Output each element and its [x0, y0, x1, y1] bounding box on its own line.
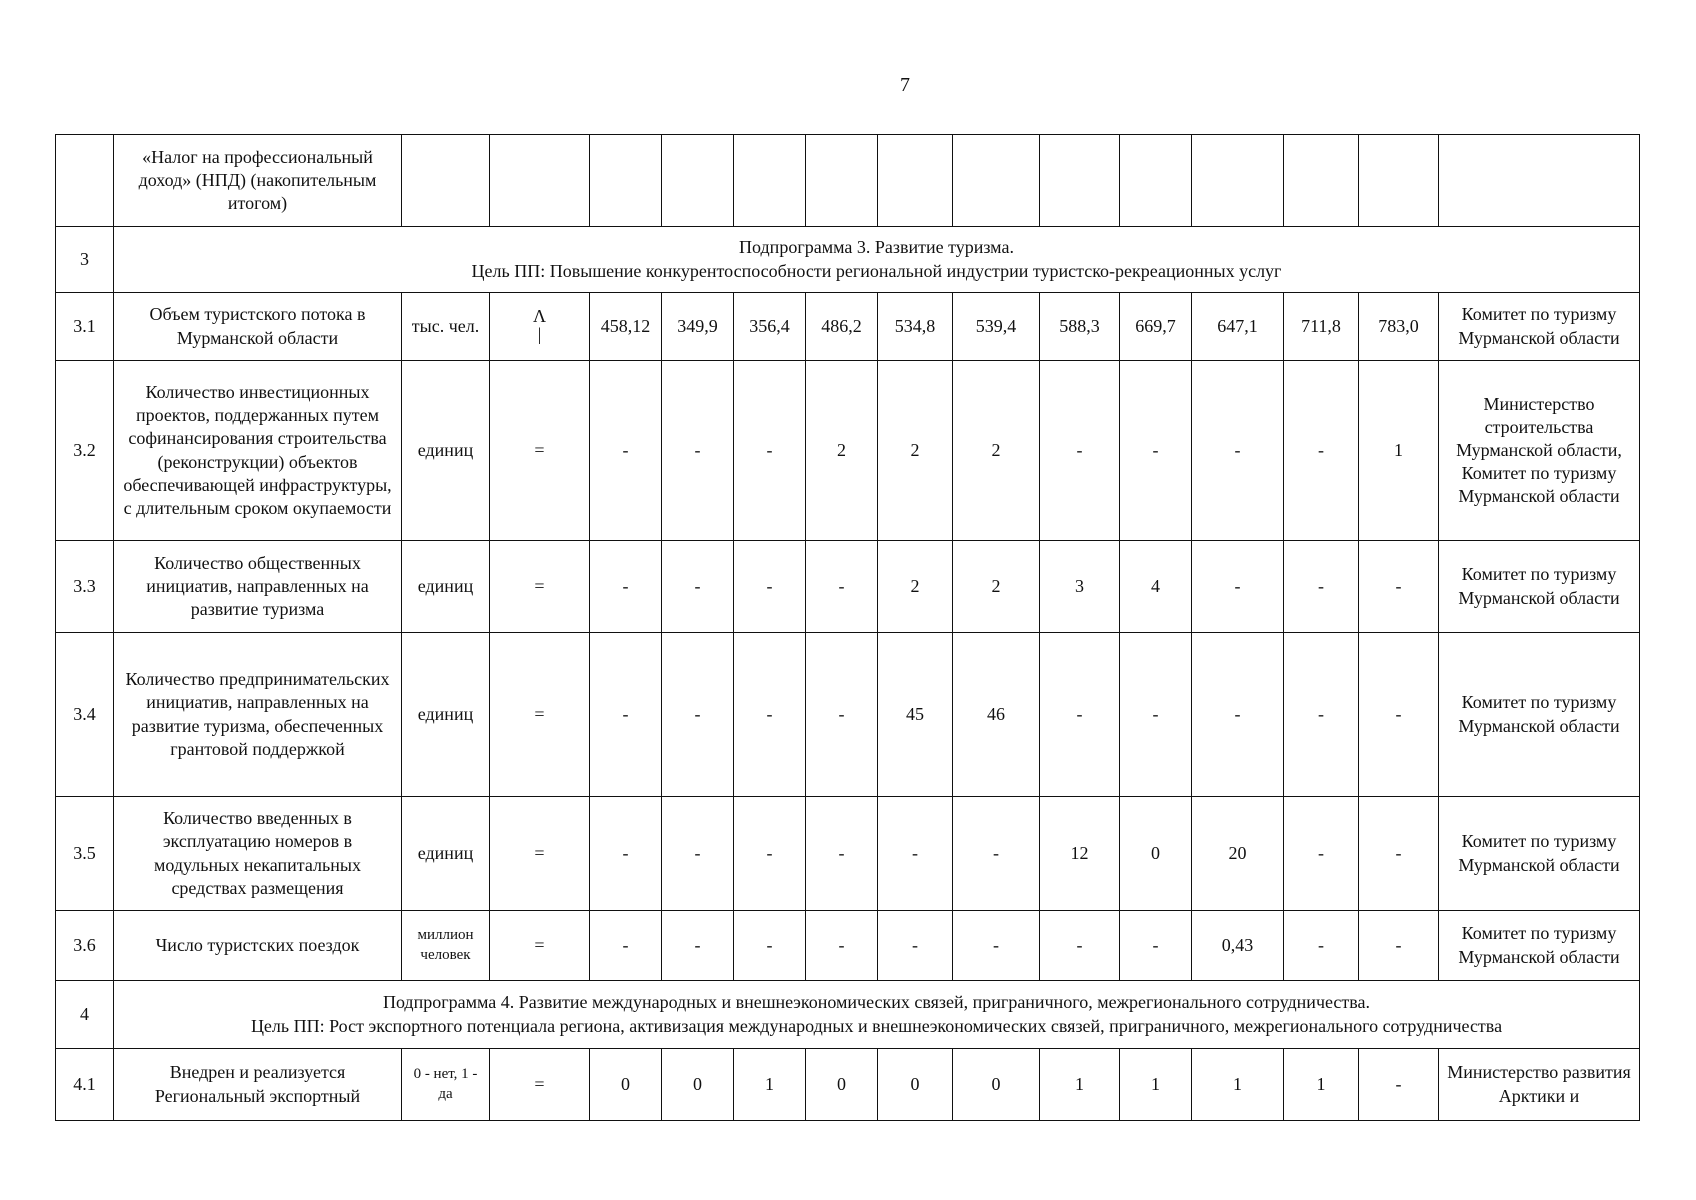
unit-cell: единиц	[402, 361, 490, 541]
direction-bottom: |	[537, 323, 542, 344]
value-cell: -	[662, 633, 734, 797]
section-line: Подпрограмма 3. Развитие туризма.	[739, 237, 1014, 258]
value-cell: -	[1120, 361, 1192, 541]
indicator-name: Число туристских поездок	[114, 911, 402, 981]
direction-cell: =	[490, 541, 590, 633]
value-cell: -	[953, 911, 1040, 981]
direction-top: Λ	[532, 305, 547, 326]
value-cell: 0	[953, 1049, 1040, 1121]
unit-cell: миллион человек	[402, 911, 490, 981]
value-cell: -	[590, 541, 662, 633]
row-number: 3.5	[56, 797, 114, 911]
value-cell: -	[1120, 633, 1192, 797]
value-cell: -	[1040, 361, 1120, 541]
value-cell: 669,7	[1120, 293, 1192, 361]
table-row	[56, 541, 1640, 633]
value-cell: 534,8	[878, 293, 953, 361]
value-cell	[590, 135, 662, 227]
value-cell: 0	[590, 1049, 662, 1121]
value-cell: 539,4	[953, 293, 1040, 361]
indicator-name: Количество общественных инициатив, направленных на развитие туризма	[114, 541, 402, 633]
value-cell: -	[806, 541, 878, 633]
value-cell: 356,4	[734, 293, 806, 361]
unit-cell: тыс. чел.	[402, 293, 490, 361]
value-cell: 45	[878, 633, 953, 797]
responsible-cell: Комитет по туризму Мурманской области	[1439, 541, 1640, 633]
section-line: Цель ПП: Рост экспортного потенциала региона, активизация международных и внешнеэкономических связей, приграничного, межрегионального сотрудничества	[250, 1015, 1503, 1036]
row-number: 3.1	[56, 293, 114, 361]
responsible-cell: Комитет по туризму Мурманской области	[1439, 797, 1640, 911]
responsible-cell: Министерство строительства Мурманской области, Комитет по туризму Мурманской области	[1439, 361, 1640, 541]
row-number: 4.1	[56, 1049, 114, 1121]
value-cell: -	[878, 797, 953, 911]
value-cell: -	[590, 361, 662, 541]
value-cell: -	[1359, 1049, 1439, 1121]
value-cell: -	[878, 911, 953, 981]
direction-symbol	[533, 307, 546, 343]
value-cell: 1	[734, 1049, 806, 1121]
row-number: 3	[56, 227, 114, 293]
section-row	[56, 227, 1640, 293]
value-cell: -	[1040, 633, 1120, 797]
value-cell: 2	[878, 361, 953, 541]
value-cell: -	[1284, 633, 1359, 797]
value-cell: -	[734, 633, 806, 797]
table-row	[56, 1049, 1640, 1121]
value-cell: 2	[878, 541, 953, 633]
direction-cell: =	[490, 633, 590, 797]
value-cell: 46	[953, 633, 1040, 797]
value-cell: -	[1192, 361, 1284, 541]
value-cell: -	[662, 797, 734, 911]
value-cell: -	[734, 797, 806, 911]
value-cell: 588,3	[1040, 293, 1120, 361]
direction-cell	[490, 135, 590, 227]
table-row	[56, 135, 1640, 227]
value-cell: -	[662, 911, 734, 981]
value-cell: -	[662, 541, 734, 633]
value-cell: -	[1120, 911, 1192, 981]
section-title	[114, 981, 1640, 1049]
value-cell: -	[1359, 797, 1439, 911]
value-cell: -	[806, 797, 878, 911]
value-cell: 783,0	[1359, 293, 1439, 361]
unit-cell: единиц	[402, 797, 490, 911]
indicator-name: Количество инвестиционных проектов, поддержанных путем софинансирования строительства (реконструкции) объектов обеспечивающей инфраструктуры, с длительным сроком окупаемости	[114, 361, 402, 541]
value-cell: -	[806, 633, 878, 797]
unit-cell: единиц	[402, 541, 490, 633]
value-cell: -	[1359, 911, 1439, 981]
table-row	[56, 797, 1640, 911]
value-cell: -	[1359, 633, 1439, 797]
row-number: 3.3	[56, 541, 114, 633]
value-cell: 4	[1120, 541, 1192, 633]
value-cell: 0	[878, 1049, 953, 1121]
value-cell: 1	[1040, 1049, 1120, 1121]
value-cell: -	[1040, 911, 1120, 981]
row-number: 3.4	[56, 633, 114, 797]
indicator-name: Объем туристского потока в Мурманской области	[114, 293, 402, 361]
value-cell: 1	[1284, 1049, 1359, 1121]
unit-cell: 0 - нет, 1 - да	[402, 1049, 490, 1121]
value-cell: 0	[662, 1049, 734, 1121]
value-cell: 1	[1120, 1049, 1192, 1121]
value-cell: 711,8	[1284, 293, 1359, 361]
row-number: 4	[56, 981, 114, 1049]
value-cell: 1	[1192, 1049, 1284, 1121]
value-cell: 349,9	[662, 293, 734, 361]
direction-cell: =	[490, 1049, 590, 1121]
direction-cell: =	[490, 797, 590, 911]
table-row	[56, 911, 1640, 981]
value-cell: 2	[953, 361, 1040, 541]
value-cell: -	[590, 633, 662, 797]
unit-cell: единиц	[402, 633, 490, 797]
direction-cell	[490, 293, 590, 361]
value-cell: 2	[806, 361, 878, 541]
value-cell: 0	[806, 1049, 878, 1121]
value-cell: -	[734, 361, 806, 541]
table-row	[56, 633, 1640, 797]
table-row	[56, 361, 1640, 541]
section-title	[114, 227, 1640, 293]
value-cell: 1	[1359, 361, 1439, 541]
value-cell: -	[1192, 633, 1284, 797]
value-cell	[734, 135, 806, 227]
unit-cell	[402, 135, 490, 227]
responsible-cell	[1439, 135, 1640, 227]
direction-cell: =	[490, 361, 590, 541]
value-cell	[662, 135, 734, 227]
row-number: 3.2	[56, 361, 114, 541]
value-cell: 20	[1192, 797, 1284, 911]
value-cell	[806, 135, 878, 227]
value-cell	[878, 135, 953, 227]
value-cell: 12	[1040, 797, 1120, 911]
indicator-name: Количество предпринимательских инициатив, направленных на развитие туризма, обеспеченных грантовой поддержкой	[114, 633, 402, 797]
value-cell	[1192, 135, 1284, 227]
table-row	[56, 293, 1640, 361]
value-cell	[1284, 135, 1359, 227]
value-cell: -	[1284, 361, 1359, 541]
section-row	[56, 981, 1640, 1049]
page-number: 7	[900, 74, 910, 96]
value-cell: -	[662, 361, 734, 541]
value-cell: 0,43	[1192, 911, 1284, 981]
value-cell: 458,12	[590, 293, 662, 361]
value-cell: -	[953, 797, 1040, 911]
row-number: 3.6	[56, 911, 114, 981]
section-line: Подпрограмма 4. Развитие международных и внешнеэкономических связей, приграничного, межрегионального сотрудничества.	[382, 992, 1371, 1013]
indicator-name: «Налог на профессиональный доход» (НПД) (накопительным итогом)	[114, 135, 402, 227]
value-cell: -	[734, 911, 806, 981]
responsible-cell: Комитет по туризму Мурманской области	[1439, 911, 1640, 981]
table-body	[56, 135, 1640, 1121]
responsible-cell: Комитет по туризму Мурманской области	[1439, 293, 1640, 361]
indicators-table	[55, 134, 1640, 1121]
value-cell	[953, 135, 1040, 227]
value-cell: 2	[953, 541, 1040, 633]
value-cell	[1359, 135, 1439, 227]
responsible-cell: Министерство развития Арктики и	[1439, 1049, 1640, 1121]
value-cell: -	[590, 911, 662, 981]
value-cell: -	[734, 541, 806, 633]
value-cell: 486,2	[806, 293, 878, 361]
value-cell: 647,1	[1192, 293, 1284, 361]
value-cell: 0	[1120, 797, 1192, 911]
value-cell: -	[1284, 797, 1359, 911]
responsible-cell: Комитет по туризму Мурманской области	[1439, 633, 1640, 797]
value-cell: -	[1359, 541, 1439, 633]
value-cell: -	[1284, 541, 1359, 633]
value-cell	[1120, 135, 1192, 227]
value-cell: -	[806, 911, 878, 981]
value-cell: -	[590, 797, 662, 911]
value-cell: -	[1284, 911, 1359, 981]
value-cell: -	[1192, 541, 1284, 633]
value-cell	[1040, 135, 1120, 227]
value-cell: 3	[1040, 541, 1120, 633]
direction-cell: =	[490, 911, 590, 981]
indicator-name: Количество введенных в эксплуатацию номеров в модульных некапитальных средствах размещения	[114, 797, 402, 911]
indicator-name: Внедрен и реализуется Региональный экспортный	[114, 1049, 402, 1121]
section-line: Цель ПП: Повышение конкурентоспособности региональной индустрии туристско-рекреационных услуг	[471, 260, 1282, 281]
row-number	[56, 135, 114, 227]
